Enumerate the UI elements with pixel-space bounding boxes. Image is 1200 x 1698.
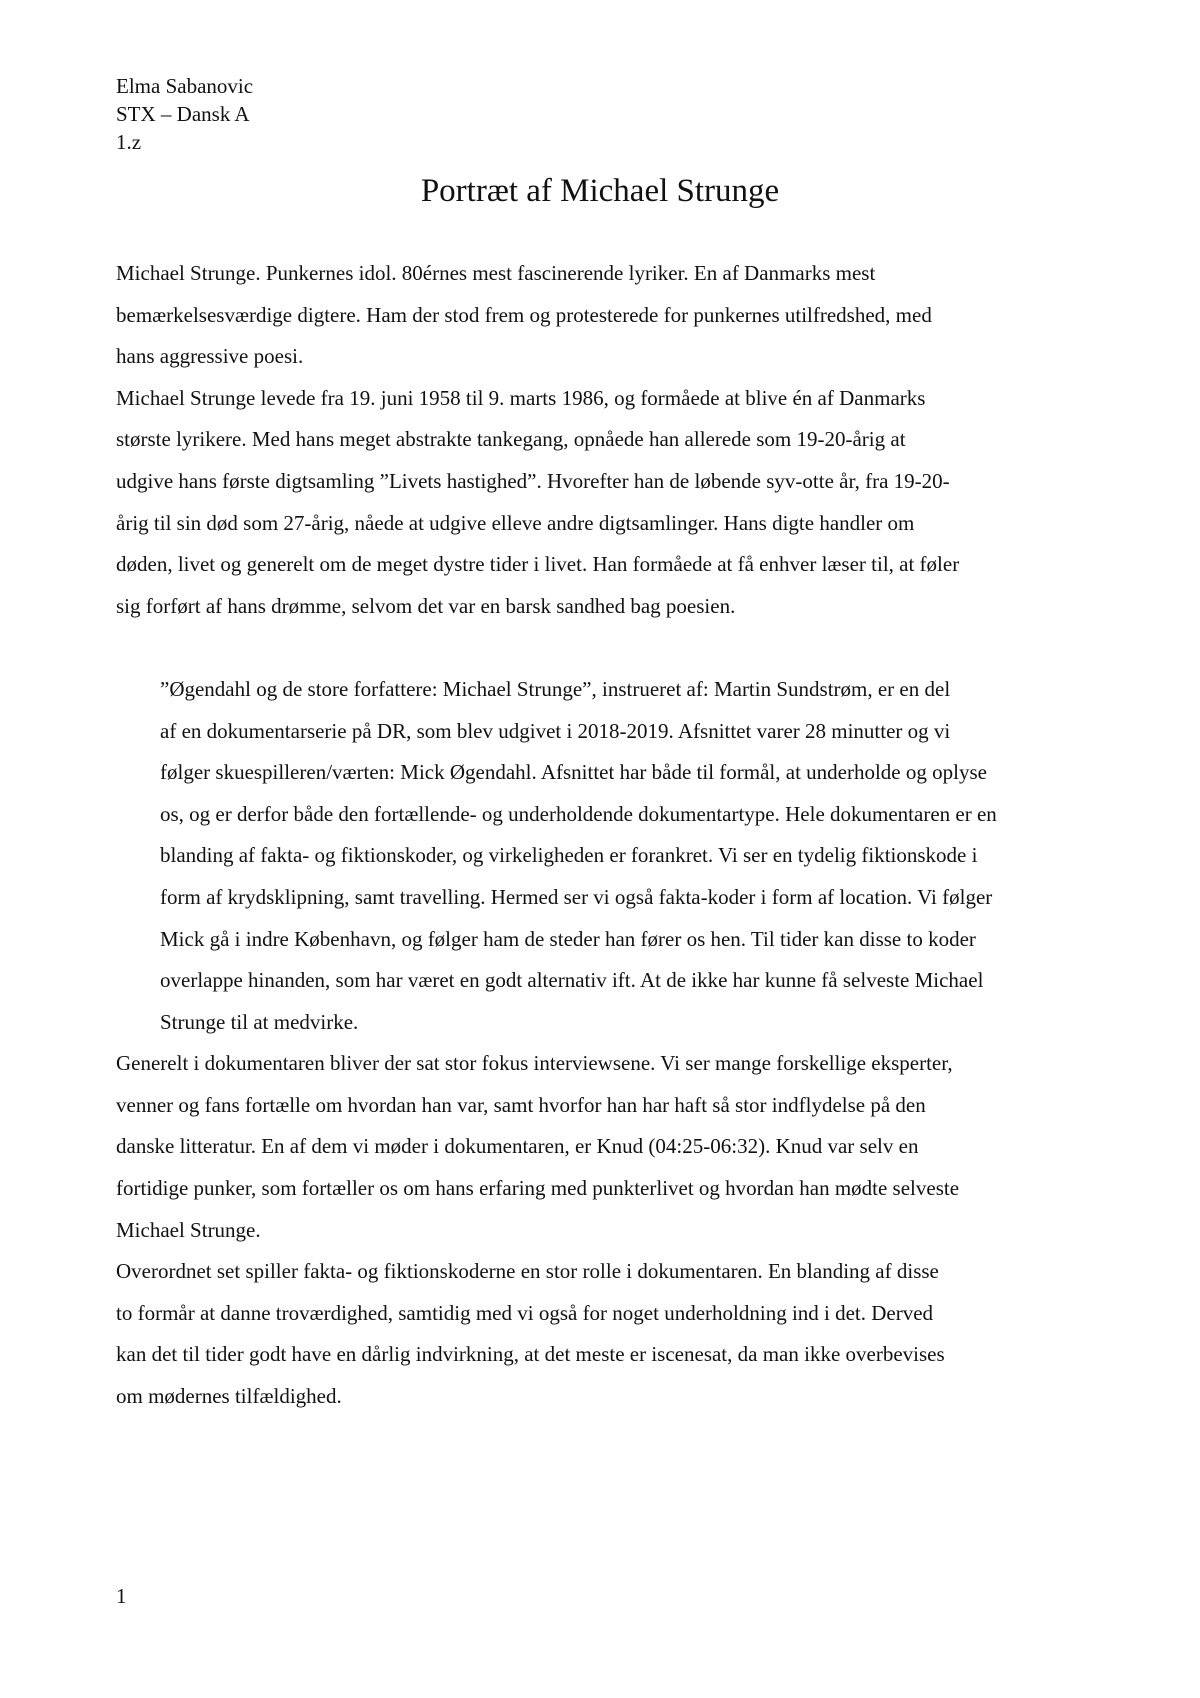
page-number: 1 [116, 1584, 127, 1608]
document-body [116, 253, 1106, 1418]
paragraph-biography [116, 378, 1106, 628]
text-line: sig forført af hans drømme, selvom det var en barsk sandhed bag poesien. [116, 593, 736, 618]
text-line: Michael Strunge. Punkernes idol. 80érnes mest fascinerende lyriker. En af Danmarks mest [116, 261, 876, 285]
text-line: Generelt i dokumentaren bliver der sat stor fokus interviewsene. Vi ser mange forskellige eksperter, [116, 1051, 953, 1076]
text-line: venner og fans fortælle om hvordan han var, samt hvorfor han har haft så stor indflydelse på den [116, 1092, 926, 1117]
paragraph-gap [116, 627, 1106, 669]
text-line: Michael Strunge. [116, 1217, 261, 1242]
text-line: os, og er derfor både den fortællende- og underholdende dokumentartype. Hele dokumentaren er en [160, 801, 997, 826]
paragraph-intro [116, 253, 1106, 378]
text-line: danske litteratur. En af dem vi møder i dokumentaren, er Knud (04:25-06:32). Knud var selv en [116, 1134, 919, 1159]
author-name: Elma Sabanovic [116, 74, 254, 98]
text-line: fortidige punker, som fortæller os om hans erfaring med punkterlivet og hvordan han mødte selveste [116, 1176, 960, 1201]
class-name: 1.z [116, 130, 142, 154]
text-line: bemærkelsesværdige digtere. Ham der stod frem og protesterede for punkernes utilfredshed, med [116, 302, 932, 327]
document-header [116, 72, 253, 156]
course-name: STX – Dansk A [116, 102, 250, 126]
paragraph-conclusion [116, 1251, 1106, 1417]
text-line: ”Øgendahl og de store forfattere: Michael Strunge”, instrueret af: Martin Sundstrøm, er en del [160, 676, 951, 701]
document-title: Portræt af Michael Strunge [420, 173, 780, 209]
text-line: Overordnet set spiller fakta- og fiktionskoderne en stor rolle i dokumentaren. En blanding af disse [116, 1259, 939, 1284]
text-line: af en dokumentarserie på DR, som blev udgivet i 2018-2019. Afsnittet varer 28 minutter og vi [160, 718, 951, 743]
text-line: to formår at danne troværdighed, samtidig med vi også for noget underholdning ind i det. Derved [116, 1300, 934, 1325]
text-line: blanding af fakta- og fiktionskoder, og virkeligheden er forankret. Vi ser en tydelig fiktionskode i [160, 843, 978, 868]
text-line: overlappe hinanden, som har været en godt alternativ ift. At de ikke har kunne få selveste Michael [160, 968, 984, 993]
text-line: om mødernes tilfældighed. [116, 1384, 342, 1409]
text-line: kan det til tider godt have en dårlig indvirkning, at det meste er iscenesat, da man ikke overbevises [116, 1342, 945, 1367]
text-line: døden, livet og generelt om de meget dystre tider i livet. Han formåede at få enhver læser til, at føler [116, 552, 960, 577]
text-line: følger skuespilleren/værten: Mick Øgendahl. Afsnittet har både til formål, at underholde og oplyse [160, 760, 987, 785]
text-line: hans aggressive poesi. [116, 344, 304, 369]
text-line: største lyrikere. Med hans meget abstrakte tankegang, opnåede han allerede som 19-20-årig at [116, 427, 906, 452]
paragraph-interviews [116, 1043, 1106, 1251]
paragraph-documentary [116, 669, 1106, 1043]
text-line: udgive hans første digtsamling ”Livets hastighed”. Hvorefter han de løbende syv-otte år, fra 19-20- [116, 468, 950, 493]
text-line: Mick gå i indre København, og følger ham de steder han fører os hen. Til tider kan disse to koder [160, 926, 976, 951]
text-line: Michael Strunge levede fra 19. juni 1958 til 9. marts 1986, og formåede at blive én af Danmarks [116, 385, 926, 410]
text-line: form af krydsklipning, samt travelling. Hermed ser vi også fakta-koder i form af location. Vi følger [160, 884, 993, 909]
text-line: Strunge til at medvirke. [160, 1009, 359, 1034]
text-line: årig til sin død som 27-årig, nåede at udgive elleve andre digtsamlinger. Hans digte handler om [116, 510, 915, 535]
